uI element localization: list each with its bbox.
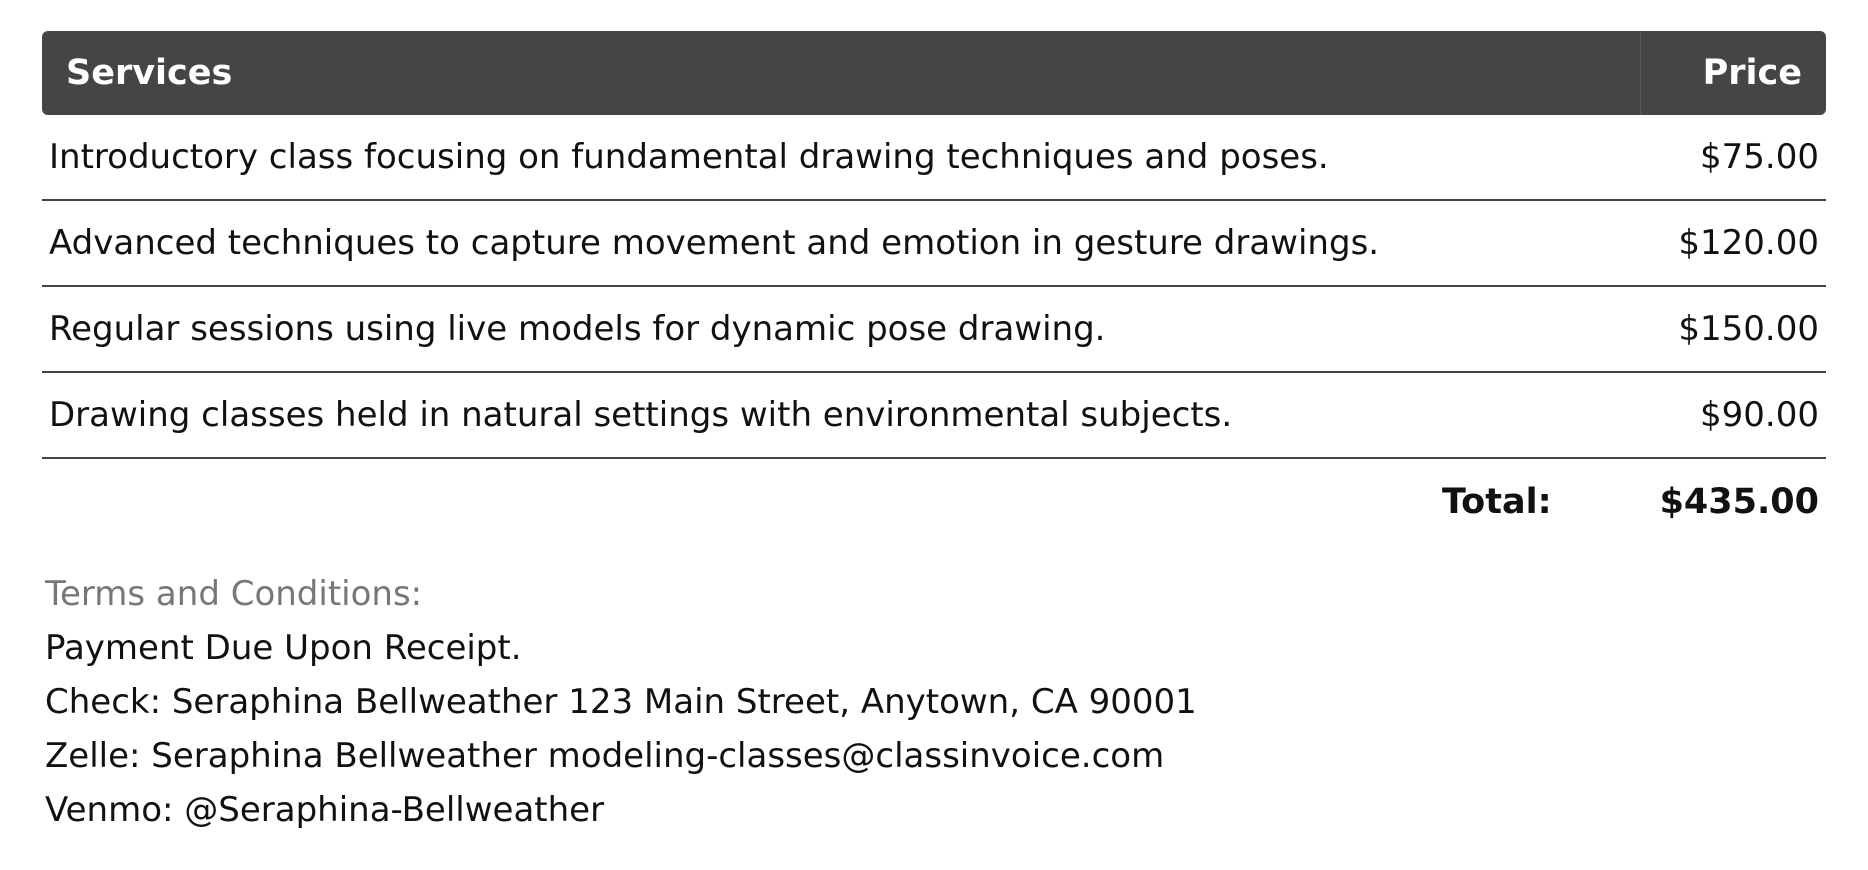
service-description: Introductory class focusing on fundamental drawing techniques and poses.	[49, 137, 1329, 177]
service-description: Advanced techniques to capture movement and emotion in gesture drawings.	[49, 223, 1380, 263]
terms-zelle-line: Zelle: Seraphina Bellweather modeling-classes@classinvoice.com	[45, 736, 1165, 776]
terms-check-line: Check: Seraphina Bellweather 123 Main Street, Anytown, CA 90001	[45, 682, 1197, 722]
service-price: $75.00	[1700, 137, 1819, 177]
terms-payment-line: Payment Due Upon Receipt.	[45, 628, 522, 668]
services-table	[42, 31, 1826, 545]
service-description: Regular sessions using live models for dynamic pose drawing.	[49, 309, 1106, 349]
table-row	[42, 115, 1826, 201]
services-column-header: Services	[42, 31, 1641, 115]
table-header	[42, 31, 1826, 115]
total-row	[42, 459, 1826, 545]
total-label: Total:	[1441, 482, 1552, 522]
terms-heading: Terms and Conditions:	[45, 574, 423, 614]
price-column-header: Price	[1702, 53, 1802, 93]
terms-section	[42, 567, 1826, 837]
table-row	[42, 287, 1826, 373]
service-price: $150.00	[1678, 309, 1819, 349]
service-description: Drawing classes held in natural settings with environmental subjects.	[49, 395, 1233, 435]
total-value: $435.00	[1659, 482, 1819, 522]
table-row	[42, 373, 1826, 459]
terms-venmo-line: Venmo: @Seraphina-Bellweather	[45, 790, 605, 830]
service-price: $90.00	[1700, 395, 1819, 435]
table-row	[42, 201, 1826, 287]
service-price: $120.00	[1678, 223, 1819, 263]
